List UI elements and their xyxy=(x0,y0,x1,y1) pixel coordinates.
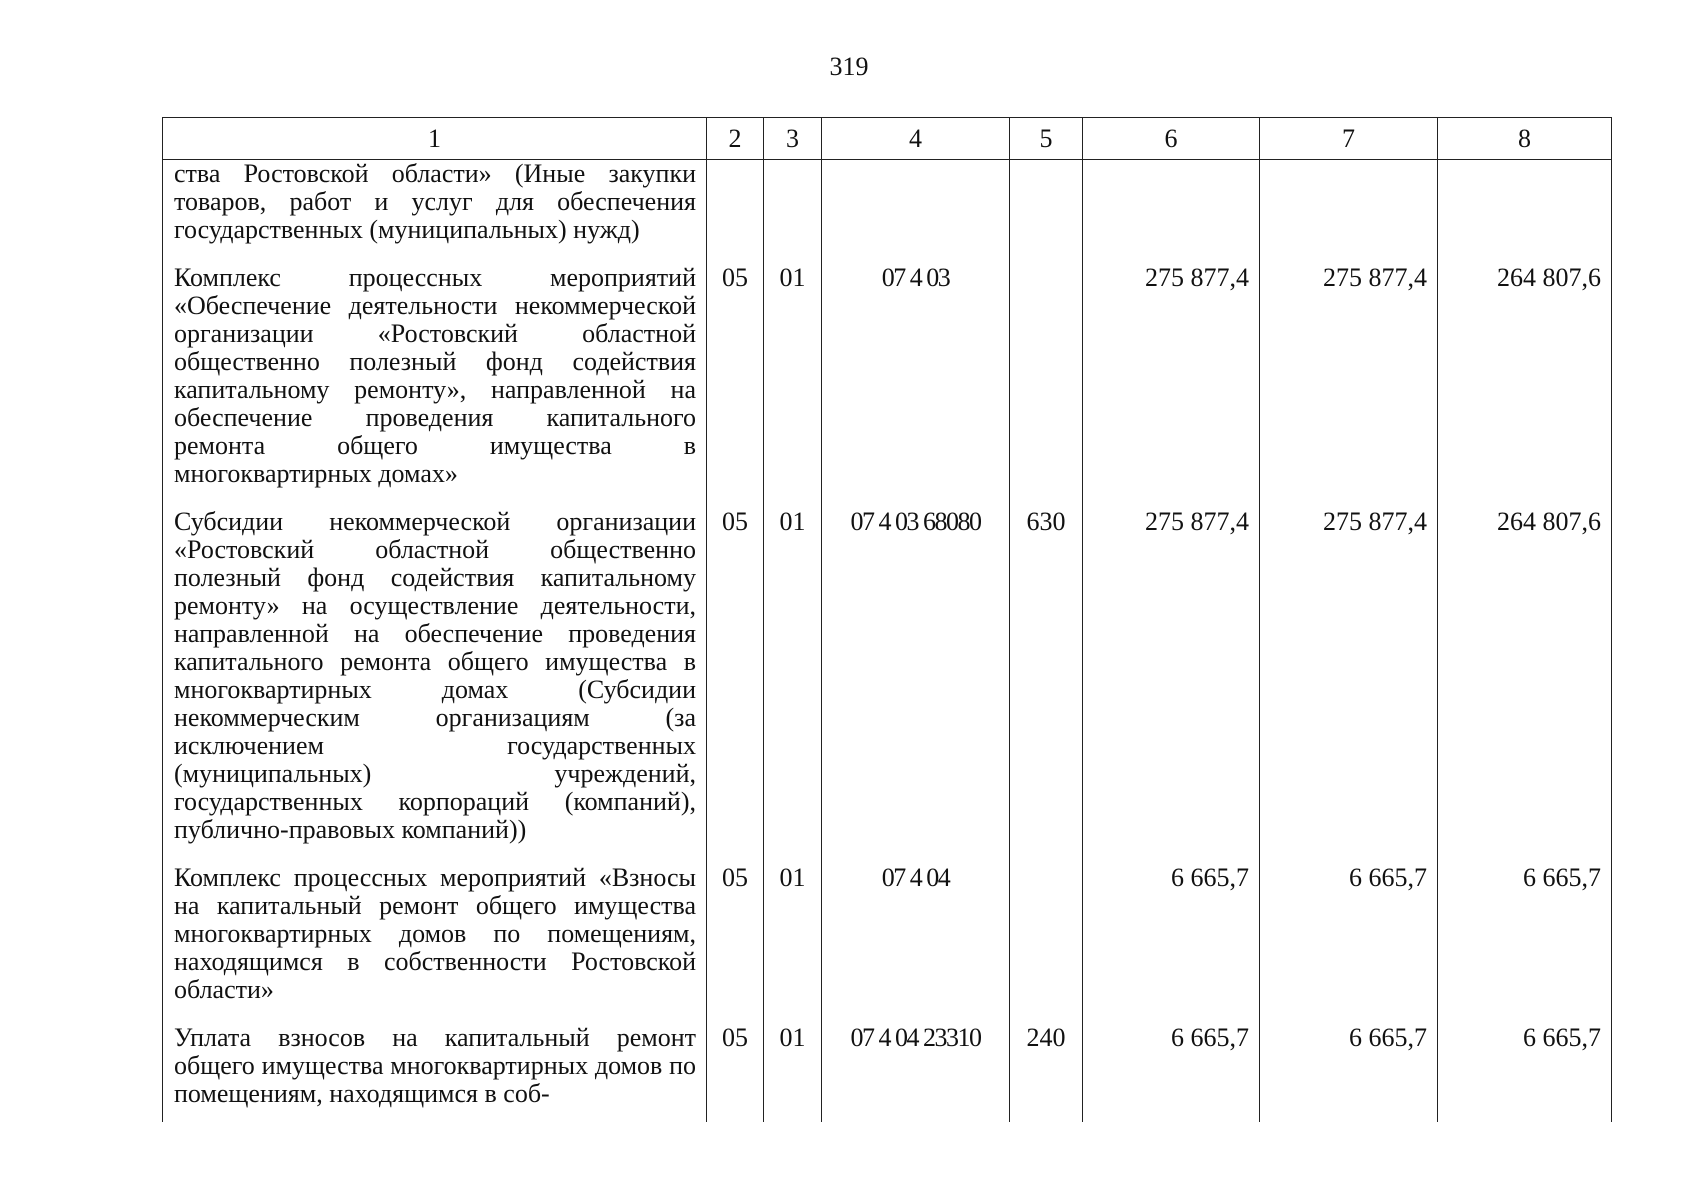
row-amount-2: 275 877,4 xyxy=(1260,498,1438,854)
row-amount-1 xyxy=(1083,160,1260,255)
row-expense-type xyxy=(1010,160,1083,255)
table-row xyxy=(163,498,1612,854)
row-amount-1: 275 877,4 xyxy=(1083,498,1260,854)
row-amount-2 xyxy=(1260,160,1438,255)
table-row xyxy=(163,1014,1612,1122)
row-amount-3: 6 665,7 xyxy=(1438,1014,1612,1122)
row-target-code xyxy=(822,160,1010,255)
row-amount-3 xyxy=(1438,160,1612,255)
row-target-code: 07 4 03 xyxy=(822,254,1010,498)
row-amount-1: 6 665,7 xyxy=(1083,1014,1260,1122)
row-section: 05 xyxy=(707,1014,764,1122)
row-amount-1: 275 877,4 xyxy=(1083,254,1260,498)
row-expense-type: 630 xyxy=(1010,498,1083,854)
row-subsection: 01 xyxy=(764,498,822,854)
budget-table xyxy=(162,117,1612,1122)
table-row xyxy=(163,854,1612,1014)
column-header-6: 6 xyxy=(1083,118,1260,160)
row-section: 05 xyxy=(707,498,764,854)
row-expense-type xyxy=(1010,854,1083,1014)
row-description: Субсидии некоммерческой организации «Ростовский областной общественно полезный фонд содействия капитальному ремонту» на осуществление деятельности, направленной на обеспечение проведения капитального ремонта общего имущества в многоквартирных домах (Субсидии некоммерческим организациям (за исключением государственных (муниципальных) учреждений, государственных корпораций (компаний), публично-правовых компаний)) xyxy=(163,498,707,854)
row-target-code: 07 4 04 xyxy=(822,854,1010,1014)
row-expense-type xyxy=(1010,254,1083,498)
row-section: 05 xyxy=(707,854,764,1014)
row-description: Комплекс процессных мероприятий «Обеспечение деятельности некоммерческой организации «Ростовский областной общественно полезный фонд содействия капитальному ремонту», направленной на обеспечение проведения капитального ремонта общего имущества в многоквартирных домах» xyxy=(163,254,707,498)
table-header-row xyxy=(163,118,1612,160)
table-row xyxy=(163,254,1612,498)
row-description: Комплекс процессных мероприятий «Взносы на капитальный ремонт общего имущества многоквартирных домов по помещениям, находящимся в собственности Ростовской области» xyxy=(163,854,707,1014)
row-subsection: 01 xyxy=(764,854,822,1014)
row-subsection: 01 xyxy=(764,1014,822,1122)
row-subsection xyxy=(764,160,822,255)
row-amount-3: 6 665,7 xyxy=(1438,854,1612,1014)
row-amount-3: 264 807,6 xyxy=(1438,498,1612,854)
table-row xyxy=(163,160,1612,255)
row-subsection: 01 xyxy=(764,254,822,498)
row-expense-type: 240 xyxy=(1010,1014,1083,1122)
page-number: 319 xyxy=(829,52,869,81)
row-section: 05 xyxy=(707,254,764,498)
column-header-1: 1 xyxy=(163,118,707,160)
row-section xyxy=(707,160,764,255)
row-amount-3: 264 807,6 xyxy=(1438,254,1612,498)
row-amount-2: 6 665,7 xyxy=(1260,854,1438,1014)
row-amount-1: 6 665,7 xyxy=(1083,854,1260,1014)
column-header-4: 4 xyxy=(822,118,1010,160)
row-amount-2: 275 877,4 xyxy=(1260,254,1438,498)
column-header-2: 2 xyxy=(707,118,764,160)
column-header-7: 7 xyxy=(1260,118,1438,160)
column-header-3: 3 xyxy=(764,118,822,160)
row-target-code: 07 4 04 23310 xyxy=(822,1014,1010,1122)
row-description: ства Ростовской области» (Иные закупки товаров, работ и услуг для обеспечения государственных (муниципальных) нужд) xyxy=(163,160,707,255)
row-description: Уплата взносов на капитальный ремонт общего имущества многоквартирных домов по помещениям, находящимся в соб- xyxy=(163,1014,707,1122)
column-header-5: 5 xyxy=(1010,118,1083,160)
row-target-code: 07 4 03 68080 xyxy=(822,498,1010,854)
row-amount-2: 6 665,7 xyxy=(1260,1014,1438,1122)
column-header-8: 8 xyxy=(1438,118,1612,160)
